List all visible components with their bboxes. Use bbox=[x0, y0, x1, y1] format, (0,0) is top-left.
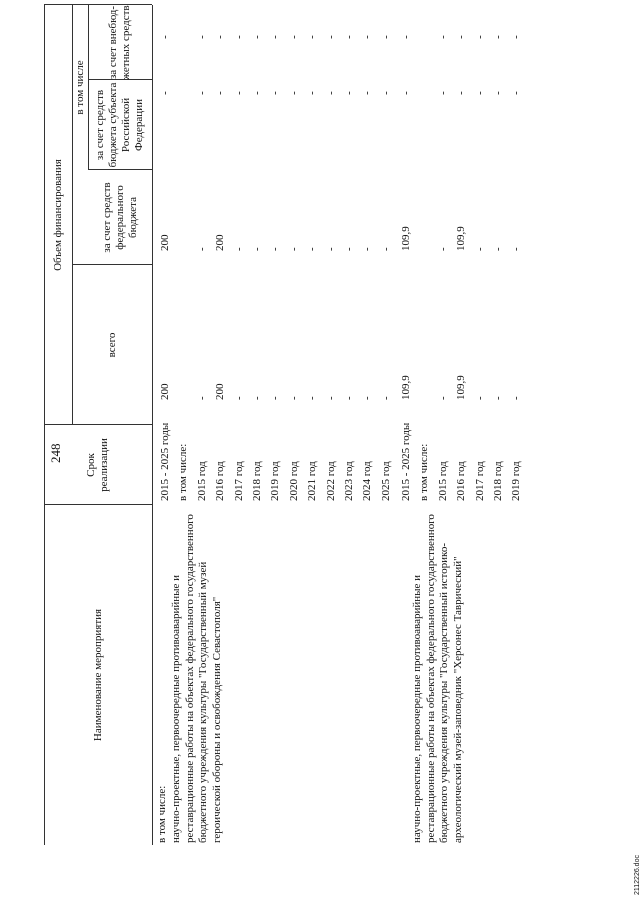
cell-period: 2015 - 2025 годы bbox=[159, 422, 171, 501]
cell-period: 2022 год bbox=[324, 461, 337, 501]
cell-federal: - bbox=[492, 247, 504, 251]
col-divider-fed-reg bbox=[88, 169, 152, 170]
cell-extra: - bbox=[473, 35, 486, 39]
cell-regional: - bbox=[492, 91, 504, 95]
cell-federal: - bbox=[287, 247, 300, 251]
cell-federal: - bbox=[251, 247, 263, 251]
header-volume: Объем финансирования bbox=[51, 159, 64, 271]
cell-total: - bbox=[492, 396, 504, 400]
cell-regional: - bbox=[287, 91, 300, 95]
cell-regional: - bbox=[473, 91, 486, 95]
cell-extra: - bbox=[251, 35, 263, 39]
cell-federal: - bbox=[324, 247, 337, 251]
cell-federal: - bbox=[232, 247, 245, 251]
cell-period: 2016 год bbox=[214, 461, 227, 501]
cell-regional: - bbox=[306, 91, 319, 95]
cell-total: - bbox=[473, 396, 486, 400]
cell-total: 200 bbox=[159, 383, 171, 400]
cell-federal: 200 bbox=[214, 234, 227, 251]
cell-period: 2023 год bbox=[343, 461, 355, 501]
header-total: всего bbox=[105, 332, 118, 358]
cell-total: - bbox=[251, 396, 263, 400]
cell-period: 2015 год bbox=[436, 461, 449, 501]
cell-period: 2019 год bbox=[269, 461, 282, 501]
cell-total: - bbox=[195, 396, 208, 400]
cell-extra: - bbox=[379, 35, 392, 39]
cell-period: 2020 год bbox=[287, 461, 300, 501]
cell-regional: - bbox=[436, 91, 449, 95]
cell-federal: 109,9 bbox=[455, 226, 468, 251]
cell-regional: - bbox=[251, 91, 263, 95]
cell-period: 2018 год bbox=[251, 461, 263, 501]
cell-extra: - bbox=[510, 35, 523, 39]
cell-federal: - bbox=[510, 247, 523, 251]
cell-federal: 200 bbox=[159, 234, 171, 251]
cell-period: 2018 год bbox=[492, 461, 504, 501]
cell-period: 2021 год bbox=[306, 461, 319, 501]
header-bottom-rule bbox=[152, 5, 153, 845]
cell-period: 2015 - 2025 годы bbox=[400, 422, 412, 501]
cell-extra: - bbox=[159, 35, 171, 39]
cell-regional: - bbox=[343, 91, 355, 95]
cell-federal: - bbox=[195, 247, 208, 251]
cell-extra: - bbox=[232, 35, 245, 39]
cell-federal: - bbox=[306, 247, 319, 251]
cell-extra: - bbox=[287, 35, 300, 39]
cell-extra: - bbox=[455, 35, 468, 39]
header-regional: за счет средств бюджета субъекта Российской Федерации bbox=[94, 82, 145, 168]
cell-period: 2017 год bbox=[473, 461, 486, 501]
cell-total: 200 bbox=[214, 383, 227, 400]
header-extra: за счет внебюд-жетных средств bbox=[107, 5, 132, 80]
cell-total: - bbox=[306, 396, 319, 400]
cell-total: 109,9 bbox=[455, 375, 468, 400]
cell-federal: - bbox=[269, 247, 282, 251]
cell-regional: - bbox=[400, 91, 412, 95]
cell-extra: - bbox=[214, 35, 227, 39]
cell-extra: - bbox=[269, 35, 282, 39]
cell-extra: - bbox=[195, 35, 208, 39]
header-period: Срок реализации bbox=[85, 438, 110, 492]
cell-extra: - bbox=[343, 35, 355, 39]
cell-total: - bbox=[361, 396, 374, 400]
cell-total: - bbox=[379, 396, 392, 400]
activity-2-name: научно-проектные, первоочередные противоаварийные и реставрационные работы на объектах федерального государственного бюджетного учреждения культуры "Государственный историко-археологический музей-заповедник "Херсонес Таврический" bbox=[411, 514, 465, 843]
cell-extra: - bbox=[492, 35, 504, 39]
cell-period: 2025 год bbox=[379, 461, 392, 501]
cell-period: в том числе: bbox=[177, 443, 190, 501]
cell-extra: - bbox=[324, 35, 337, 39]
cell-total: - bbox=[436, 396, 449, 400]
cell-period: в том числе: bbox=[418, 443, 431, 501]
activity-1-name: научно-проектные, первоочередные противоаварийные и реставрационные работы на объектах федерального государственного бюджетного учреждения культуры "Государственный музей героической обороны и освобождения Севастополя" bbox=[170, 514, 224, 843]
cell-period: 2016 год bbox=[455, 461, 468, 501]
cell-regional: - bbox=[214, 91, 227, 95]
cell-regional: - bbox=[379, 91, 392, 95]
cell-federal: - bbox=[361, 247, 374, 251]
cell-total: - bbox=[324, 396, 337, 400]
page-number: 248 bbox=[48, 443, 63, 463]
cell-extra: - bbox=[306, 35, 319, 39]
cell-regional: - bbox=[361, 91, 374, 95]
intro-text: в том числе: bbox=[156, 785, 168, 843]
cell-extra: - bbox=[436, 35, 449, 39]
cell-federal: 109,9 bbox=[400, 226, 412, 251]
cell-regional: - bbox=[324, 91, 337, 95]
cell-federal: - bbox=[473, 247, 486, 251]
cell-total: 109,9 bbox=[400, 375, 412, 400]
header-name: Наименование мероприятия bbox=[91, 608, 104, 742]
cell-federal: - bbox=[379, 247, 392, 251]
doc-filename: 2112226.doc bbox=[634, 855, 641, 895]
cell-period: 2015 год bbox=[195, 461, 208, 501]
cell-period: 2017 год bbox=[232, 461, 245, 501]
cell-regional: - bbox=[269, 91, 282, 95]
cell-extra: - bbox=[361, 35, 374, 39]
cell-regional: - bbox=[232, 91, 245, 95]
cell-federal: - bbox=[343, 247, 355, 251]
cell-regional: - bbox=[159, 91, 171, 95]
cell-regional: - bbox=[195, 91, 208, 95]
cell-total: - bbox=[287, 396, 300, 400]
cell-extra: - bbox=[400, 35, 412, 39]
cell-total: - bbox=[269, 396, 282, 400]
cell-total: - bbox=[232, 396, 245, 400]
cell-period: 2024 год bbox=[361, 461, 374, 501]
header-incl: в том числе bbox=[73, 60, 86, 115]
cell-total: - bbox=[510, 396, 523, 400]
cell-regional: - bbox=[510, 91, 523, 95]
header-federal: за счет средств федерального бюджета bbox=[100, 182, 139, 253]
cell-period: 2019 год bbox=[510, 461, 523, 501]
cell-total: - bbox=[343, 396, 355, 400]
cell-federal: - bbox=[436, 247, 449, 251]
cell-regional: - bbox=[455, 91, 468, 95]
